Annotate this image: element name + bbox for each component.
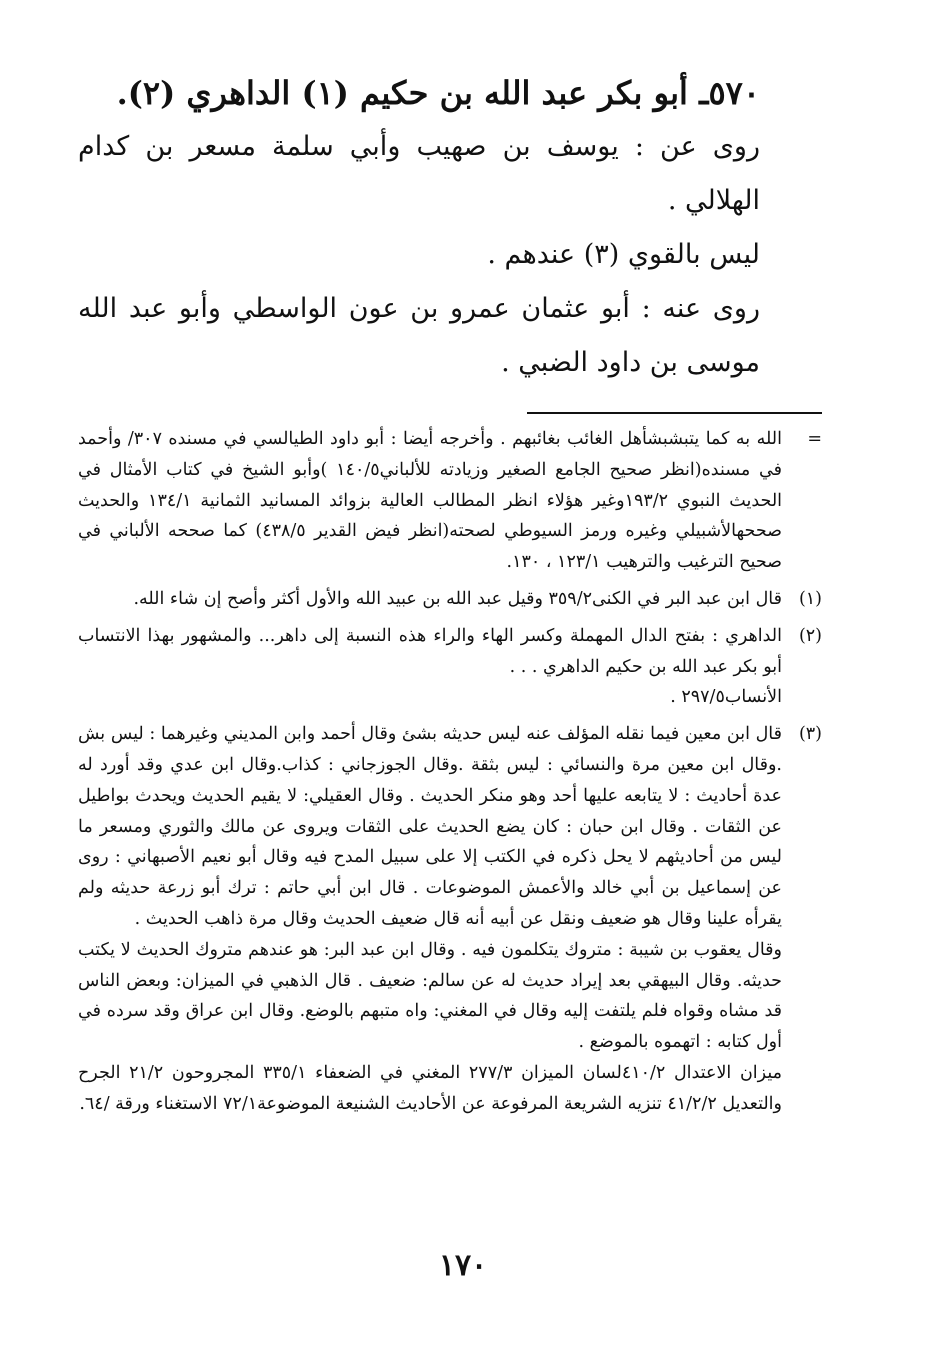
footnote-source: الأنساب٢٩٧/٥ .	[670, 687, 782, 708]
footnote-1	[78, 584, 822, 615]
footnote-2	[78, 621, 822, 713]
footnote-references: ميزان الاعتدال ٤١٠/٢لسان الميزان ٢٧٧/٣ المغني في الضعفاء ٣٣٥/١ المجروحون ٢١/٢ الجرح والتعديل ٤١/٢/٢ تنزيه الشريعة المرفوعة عن الأحاديث الشنيعة الموضوعة٧٢/١ الاستغناء ورقة /٦٤.	[78, 1062, 782, 1114]
footnote-text: قال ابن معين فيما نقله المؤلف عنه ليس حديثه بشئ وقال أحمد وابن المديني وغيرهما : ليس بش .وقال ابن معين مرة والنسائي : ليس بثقة .وقال الجوزجاني : كذاب.وقال ابن عدي وقد أورد له عدة أحاديث : لا يتابعه عليها أحد وهو منكر الحديث . وقال العقيلي: لا يقيم الحديث ويحدث بواطيل عن الثقات . وقال ابن حبان : كان يضع الحديث على الثقات ويروى عن مالك والثوري ومسعر ما ليس من أحاديثهم لا يحل ذكره في الكتب إلا على سبيل المدح فيه وقال أبو نعيم الأصبهاني : روى عن إسماعيل بن أبي خالد والأعمش الموضوعات . قال ابن أبي حاتم : ترك أبو زرعة حديثه ولم يقرأه علينا وقال هو ضعيف ونقل عن أبيه أنه قال ضعيف الحديث وقال مرة ذاهب الحديث .	[78, 724, 782, 929]
footnote-3	[78, 719, 822, 1119]
footnote-text: وقال يعقوب بن شيبة : متروك يتكلمون فيه . وقال ابن عبد البر: هو عندهم متروك الحديث لا يكتب حديثه. وقال البيهقي بعد إيراد حديث له عن سالم: ضعيف . قال الذهبي في الميزان: وبعض الناس قد مشاه وقواه فلم يلتفت إليه وقال في المغني: واه متبهم بالوضع. وقال ابن عراق وقد سرده في أول كتابه : اتهموه بالموضع .	[78, 939, 782, 1053]
page-number: ١٧٠	[438, 1248, 488, 1283]
narrated-by-line: روى عنه : أبو عثمان عمرو بن عون الواسطي وأبو عبد الله موسى بن داود الضبي .	[78, 293, 760, 378]
footnote-separator	[527, 412, 822, 414]
footnote-marker: (١)	[798, 588, 822, 609]
footnote-marker: =	[807, 429, 822, 449]
footnote-text: الله به كما يتبشبشأهل الغائب بغائبهم . وأخرجه أيضا : أبو داود الطيالسي في مسنده ٣٠٧/ وأحمد في مسنده(انظر صحيح الجامع الصغير وزيادته للألباني١٤٠/٥ )وأبو الشيخ في كتاب الأمثال في الحديث النبوي ١٩٣/٢وغير هؤلاء انظر المطالب العالية بزوائد المسانيد الثمانية ١٣٤/١ والحديث صححهالأشبيلي وغيره ورمز السيوطي لصحته(انظر فيض القدير ٤٣٨/٥) كما صححه الألباني في صحيح الترغيب والترهيب ١٢٣/١ ، ١٣٠.	[78, 429, 783, 573]
footnote-text: الداهري : بفتح الدال المهملة وكسر الهاء والراء هذه النسبة إلى داهر... والمشهور بهذا الانتساب أبو بكر عبد الله بن حكيم الداهري . . .	[78, 625, 782, 677]
footnotes	[78, 424, 822, 1120]
footnote-marker: (٢)	[798, 625, 822, 646]
footnote-text: قال ابن عبد البر في الكنى٣٥٩/٢ وقيل عبد الله بن عبيد الله والأول أكثر وأصح إن شاء الله.	[133, 588, 782, 609]
page	[78, 66, 822, 1336]
entry-title: ٥٧٠ـ أبو بكر عبد الله بن حكيم (١) الداهري (٢).	[116, 74, 760, 112]
grading-line: ليس بالقوي (٣) عندهم .	[487, 239, 760, 270]
footnote-continuation	[78, 424, 822, 578]
narrated-from-line: روى عن : يوسف بن صهيب وأبي سلمة مسعر بن كدام الهلالي .	[78, 131, 760, 216]
footnote-marker: (٣)	[798, 724, 822, 745]
